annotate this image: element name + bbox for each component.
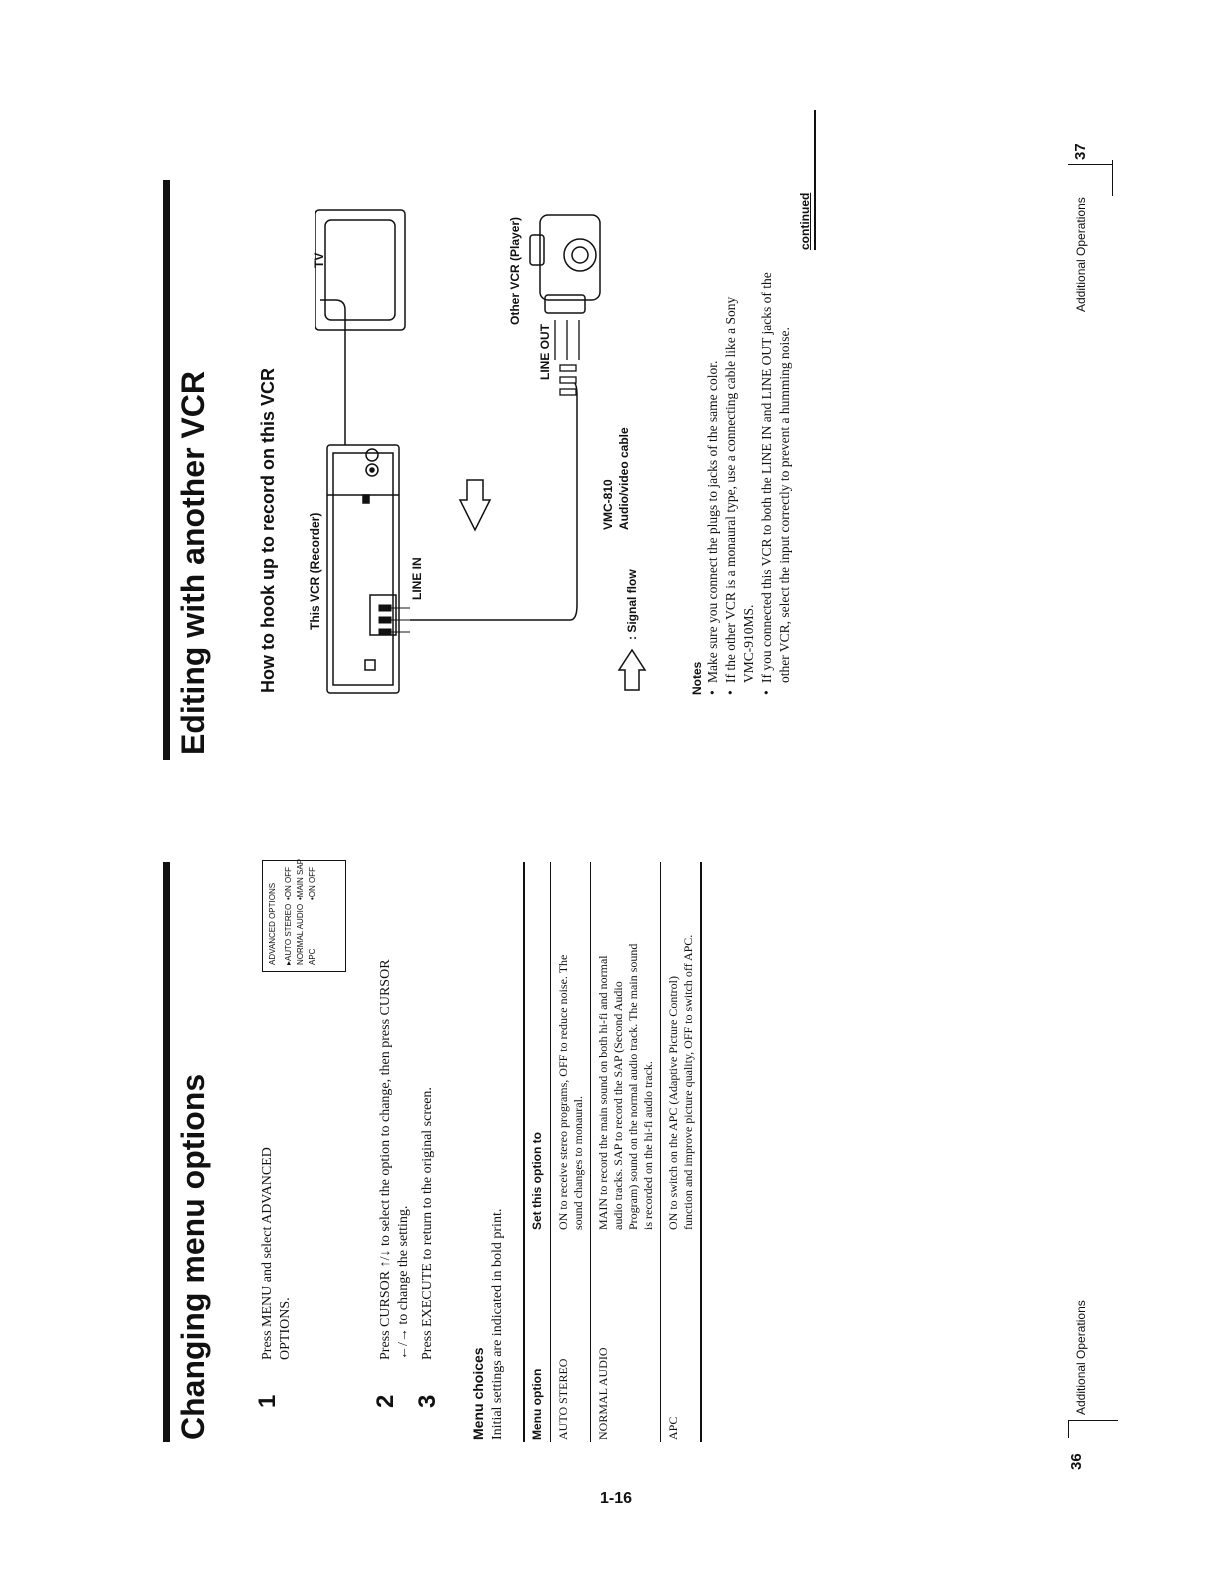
- table-row-rule: [660, 862, 661, 1442]
- page-title-right: Editing with another VCR: [175, 371, 211, 755]
- note-bullet: •: [723, 690, 738, 695]
- label-other-vcr: Other VCR (Player): [508, 216, 522, 325]
- step-3-line-1: Press EXECUTE to return to the original screen.: [420, 1087, 435, 1360]
- label-signal-flow: : Signal flow: [625, 569, 639, 640]
- other-vcr-illustration: [530, 215, 600, 313]
- menu-choices-heading: Menu choices: [470, 1347, 486, 1440]
- continued-rule: [814, 110, 816, 250]
- av-cable: [410, 380, 577, 620]
- table-header-rule: [550, 862, 551, 1442]
- step-2-line-1: Press CURSOR ↑/↓ to select the option to change, then press CURSOR: [378, 959, 393, 1360]
- tv-illustration: [315, 210, 405, 330]
- step-2-line-2: ←/→ to change the setting.: [396, 1205, 411, 1360]
- this-vcr-illustration: [327, 445, 399, 693]
- label-cable-name: Audio/video cable: [617, 427, 631, 530]
- table-row-desc-line: Program) sound on the normal audio track. The main sound: [626, 943, 640, 1230]
- note-line: other VCR, select the input correctly to prevent a humming noise.: [777, 327, 792, 683]
- step-1-line-1: Press MENU and select ADVANCED: [260, 1147, 275, 1360]
- table-top-rule: [523, 862, 525, 1442]
- footer-label-right: Additional Operations: [1074, 197, 1088, 312]
- step-1-number: 1: [254, 1394, 281, 1408]
- table-row-desc-line: audio tracks. SAP to record the SAP (Second Audio: [611, 981, 625, 1230]
- note-bullet: •: [705, 690, 720, 695]
- title-rule-right: [163, 180, 170, 760]
- label-tv: TV: [312, 252, 326, 268]
- note-line: If the other VCR is a monaural type, use a connecting cable like a Sony: [723, 296, 738, 683]
- table-row-desc-line: is recorded on the hi-fi audio track.: [641, 1061, 655, 1230]
- hookup-diagram: [315, 195, 625, 705]
- table-row-desc-line: ON to receive stereo programs, OFF to reduce noise. The: [556, 954, 570, 1230]
- page-footer: 1-16: [600, 1490, 633, 1507]
- table-row-desc-line: sound changes to monaural.: [571, 1096, 585, 1230]
- signal-flow-legend-icon: [617, 645, 647, 695]
- page-title-left: Changing menu options: [175, 1073, 211, 1440]
- page-number-right: 37: [1072, 143, 1089, 160]
- step-2-number: 2: [372, 1394, 399, 1408]
- notes-heading: Notes: [690, 661, 704, 695]
- table-row-desc-line: ON to switch on the APC (Adaptive Picture Control): [666, 976, 680, 1230]
- table-header-option: Menu option: [530, 1368, 544, 1440]
- table-header-set: Set this option to: [530, 1132, 544, 1230]
- osd-row-apc: APC: [308, 948, 317, 965]
- tv-cable: [320, 300, 345, 445]
- note-bullet: •: [759, 690, 774, 695]
- label-line-in: LINE IN: [410, 557, 424, 600]
- osd-row-auto-stereo: ▸AUTO STEREO: [284, 903, 293, 965]
- table-row-rule: [590, 862, 591, 1442]
- menu-choices-intro: Initial settings are indicated in bold print.: [490, 1208, 505, 1440]
- footer-rule-right-vertical: [1068, 164, 1112, 165]
- label-line-out: LINE OUT: [538, 324, 552, 380]
- footer-rule-left-horizontal: [1068, 1420, 1118, 1421]
- osd-row-normal-audio-values: •MAIN SAP: [296, 858, 305, 900]
- table-row-option: NORMAL AUDIO: [596, 1347, 610, 1440]
- table-bottom-rule: [700, 862, 702, 1442]
- table-row-option: AUTO STEREO: [556, 1358, 570, 1440]
- section-subtitle: How to hook up to record on this VCR: [258, 368, 278, 693]
- title-rule-left: [163, 862, 170, 1442]
- step-3-number: 3: [414, 1394, 441, 1408]
- osd-row-auto-stereo-values: •ON OFF: [284, 866, 293, 900]
- footer-rule-left: [1068, 1420, 1069, 1438]
- footer-label-left: Additional Operations: [1074, 1300, 1088, 1415]
- osd-row-normal-audio: NORMAL AUDIO: [296, 903, 305, 965]
- table-row-option: APC: [666, 1416, 680, 1440]
- note-line: If you connected this VCR to both the LINE IN and LINE OUT jacks of the: [759, 272, 774, 683]
- line-in-plugs: [379, 605, 410, 635]
- note-line: VMC-910MS.: [741, 604, 756, 683]
- footer-rule-right: [1112, 160, 1113, 196]
- table-row-desc-line: MAIN to record the main sound on both hi-fi and normal: [596, 955, 610, 1230]
- table-row-desc-line: function and improve picture quality, OFF to switch off APC.: [681, 934, 695, 1230]
- note-line: Make sure you connect the plugs to jacks of the same color.: [705, 360, 720, 683]
- signal-flow-arrow-icon: [460, 480, 490, 530]
- osd-title: ADVANCED OPTIONS: [268, 882, 277, 965]
- label-this-vcr: This VCR (Recorder): [308, 512, 322, 630]
- step-1-line-2: OPTIONS.: [278, 1297, 293, 1360]
- osd-row-apc-values: •ON OFF: [308, 866, 317, 900]
- continued-label: continued: [798, 192, 812, 250]
- label-cable-model: VMC-810: [601, 479, 615, 530]
- page-number-left: 36: [1068, 1453, 1085, 1470]
